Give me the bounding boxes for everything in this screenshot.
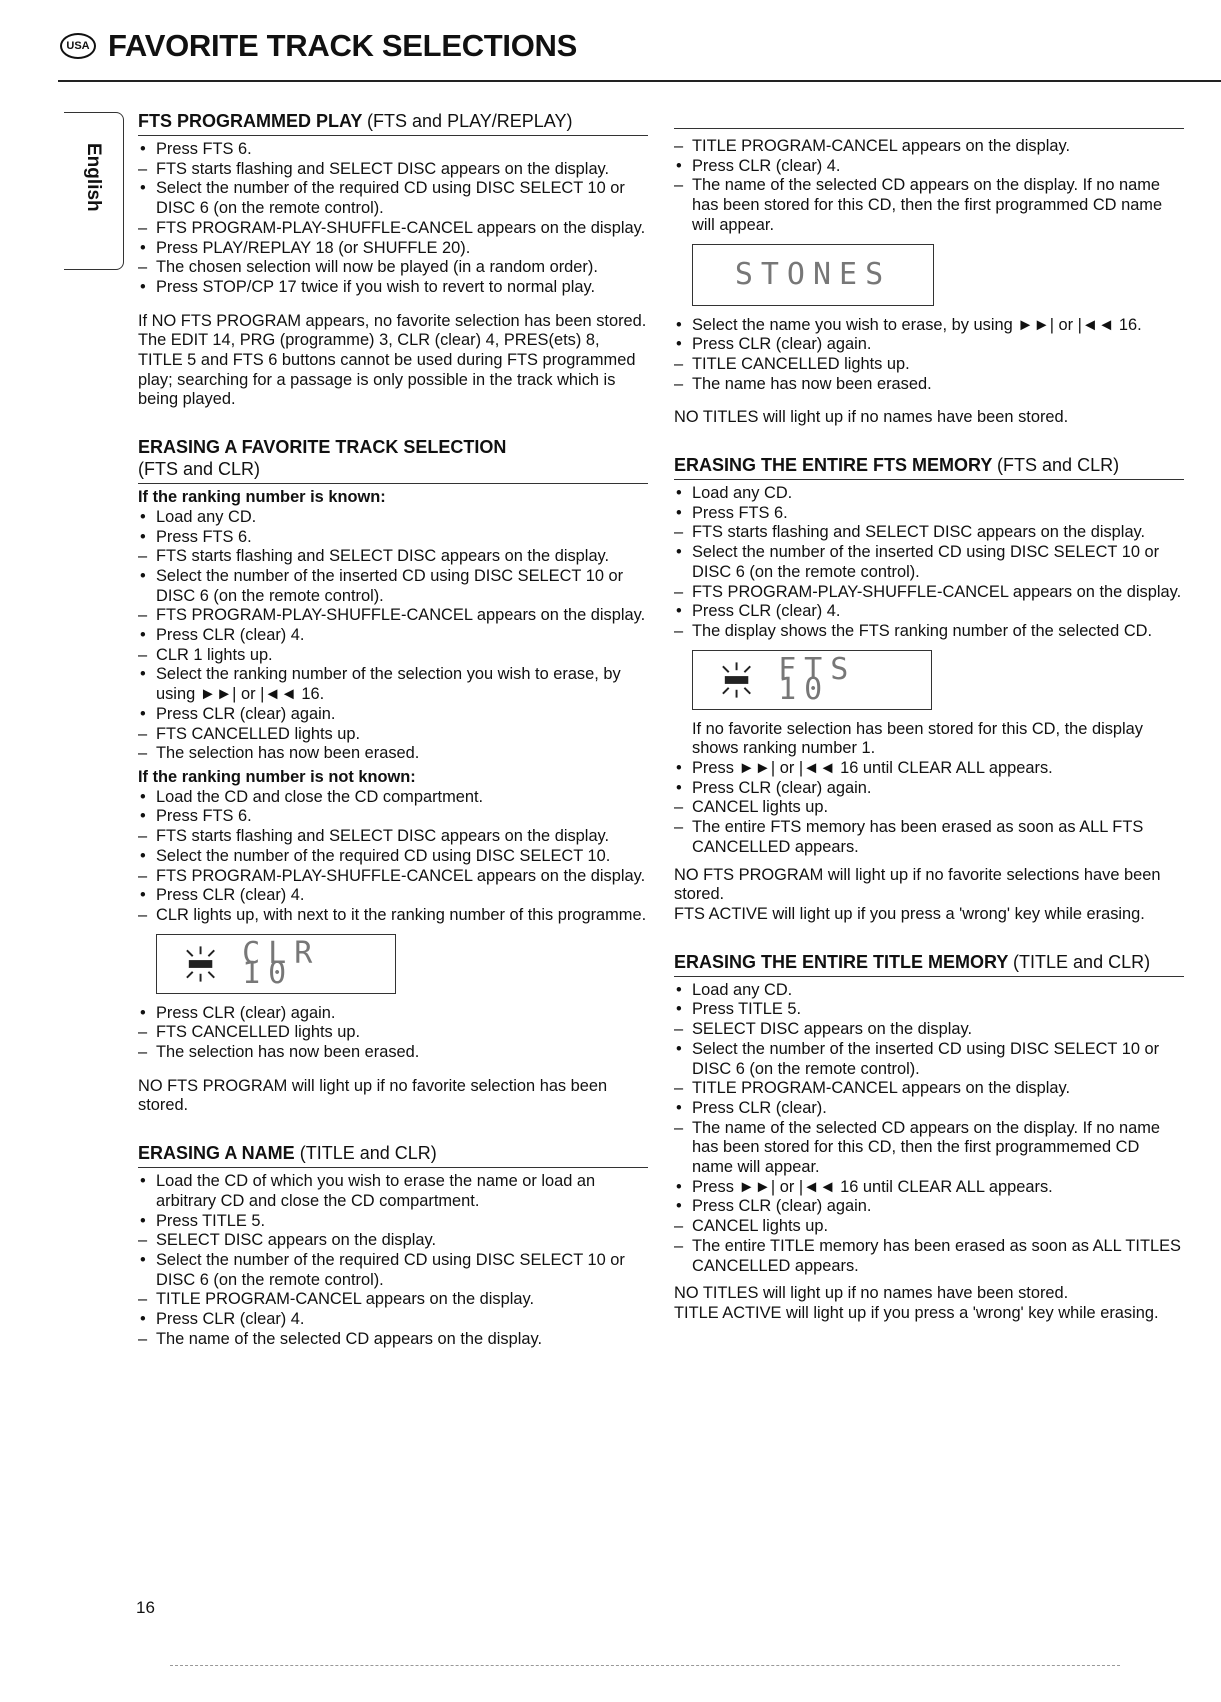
list-item: • Press FTS 6. xyxy=(138,807,648,827)
step-list xyxy=(138,788,648,926)
step-list xyxy=(674,137,1184,236)
list-item: • Select the ranking number of the selection you wish to erase, by using ►►| or |◄◄ 16. xyxy=(138,665,648,704)
list-item: – CANCEL lights up. xyxy=(674,1217,1184,1237)
list-item: • Load the CD of which you wish to erase the name or load an arbitrary CD and close the CD compartment. xyxy=(138,1172,648,1211)
lcd-display xyxy=(692,650,932,710)
list-item: – CANCEL lights up. xyxy=(674,798,1184,818)
step-list xyxy=(138,1004,648,1063)
list-item: – The selection has now been erased. xyxy=(138,1043,648,1063)
list-item: • Select the number of the inserted CD using DISC SELECT 10 or DISC 6 (on the remote control). xyxy=(674,1040,1184,1079)
list-item: • Select the number of the required CD using DISC SELECT 10. xyxy=(138,847,648,867)
list-item: • Press PLAY/REPLAY 18 (or SHUFFLE 20). xyxy=(138,239,648,259)
list-item: • Press TITLE 5. xyxy=(674,1000,1184,1020)
list-item: – FTS starts flashing and SELECT DISC appears on the display. xyxy=(138,827,648,847)
section-erasing-name-continued xyxy=(674,128,1184,428)
note-paragraph: FTS ACTIVE will light up if you press a 'wrong' key while erasing. xyxy=(674,904,1145,923)
list-item: • Select the number of the inserted CD using DISC SELECT 10 or DISC 6 (on the remote control). xyxy=(674,543,1184,582)
list-item: • Select the number of the required CD using DISC SELECT 10 or DISC 6 (on the remote control). xyxy=(138,1251,648,1290)
list-item: – The selection has now been erased. xyxy=(138,744,648,764)
section-heading: ERASING THE ENTIRE TITLE MEMORY (TITLE and CLR) xyxy=(674,951,1184,977)
step-list xyxy=(138,1172,648,1349)
list-item: – CLR 1 lights up. xyxy=(138,646,648,666)
list-item: • Load any CD. xyxy=(674,484,1184,504)
list-item: – TITLE PROGRAM-CANCEL appears on the display. xyxy=(674,137,1184,157)
list-item: – CLR lights up, with next to it the ranking number of this programme. xyxy=(138,906,648,926)
list-item: – FTS starts flashing and SELECT DISC appears on the display. xyxy=(138,547,648,567)
display-readout: CLR 10 xyxy=(242,935,321,991)
list-item: • Press FTS 6. xyxy=(138,140,648,160)
section-heading: FTS PROGRAMMED PLAY (FTS and PLAY/REPLAY) xyxy=(138,110,648,136)
list-item: – FTS PROGRAM-PLAY-SHUFFLE-CANCEL appears on the display. xyxy=(138,867,648,887)
list-item: – TITLE PROGRAM-CANCEL appears on the display. xyxy=(674,1079,1184,1099)
lcd-display xyxy=(692,244,934,306)
header-rule xyxy=(58,80,1221,82)
list-item: • Press CLR (clear) 4. xyxy=(674,602,1184,622)
list-item: • Load any CD. xyxy=(138,508,648,528)
list-item: • Press TITLE 5. xyxy=(138,1212,648,1232)
note-paragraph: NO TITLES will light up if no names have been stored. xyxy=(674,408,1069,427)
list-item: • Press STOP/CP 17 twice if you wish to revert to normal play. xyxy=(138,278,648,298)
list-item: • Press CLR (clear) again. xyxy=(138,705,648,725)
list-item: – The name of the selected CD appears on the display. If no name has been stored for this CD, then the first programmemed CD name will appear. xyxy=(674,1119,1184,1178)
list-item: – The entire FTS memory has been erased as soon as ALL FTS CANCELLED appears. xyxy=(674,818,1184,857)
list-item: – The display shows the FTS ranking number of the selected CD. xyxy=(674,622,1184,642)
step-list xyxy=(674,981,1184,1277)
language-tab xyxy=(64,112,124,270)
page-title: FAVORITE TRACK SELECTIONS xyxy=(108,28,578,63)
flashing-fts-icon xyxy=(181,944,220,984)
list-item: • Press CLR (clear) again. xyxy=(138,1004,648,1024)
list-item: • Load any CD. xyxy=(674,981,1184,1001)
list-item: – The name of the selected CD appears on the display. If no name has been stored for this CD, then the first programmed CD name will appear. xyxy=(674,176,1184,235)
list-item: – The chosen selection will now be played (in a random order). xyxy=(138,258,648,278)
page-header xyxy=(60,26,577,66)
list-item: • Press CLR (clear) again. xyxy=(674,335,1184,355)
subheading: If the ranking number is not known: xyxy=(138,767,416,786)
list-item: • Select the number of the inserted CD using DISC SELECT 10 or DISC 6 (on the remote control). xyxy=(138,567,648,606)
section-heading: ERASING A FAVORITE TRACK SELECTION (FTS and CLR) xyxy=(138,436,648,484)
list-item: – FTS PROGRAM-PLAY-SHUFFLE-CANCEL appears on the display. xyxy=(138,219,648,239)
lcd-display xyxy=(156,934,396,994)
note-paragraph: If NO FTS PROGRAM appears, no favorite selection has been stored. xyxy=(138,311,647,330)
list-item: • Press ►►| or |◄◄ 16 until CLEAR ALL appears. xyxy=(674,759,1184,779)
list-item: • Select the number of the required CD using DISC SELECT 10 or DISC 6 (on the remote control). xyxy=(138,179,648,218)
list-item: – TITLE CANCELLED lights up. xyxy=(674,355,1184,375)
list-item: – SELECT DISC appears on the display. xyxy=(138,1231,648,1251)
display-readout: STONES xyxy=(734,256,892,292)
section-erasing-fts-memory xyxy=(674,454,1184,925)
section-erasing-favorite xyxy=(138,436,648,1116)
list-item: – The name has now been erased. xyxy=(674,375,1184,395)
flashing-fts-icon xyxy=(717,660,756,700)
language-tab-label: English xyxy=(83,143,104,212)
scan-artifact-line xyxy=(170,1665,1120,1666)
section-erasing-name xyxy=(138,1142,648,1349)
subheading: If the ranking number is known: xyxy=(138,488,386,507)
step-list xyxy=(138,140,648,298)
step-list xyxy=(674,316,1184,395)
note-paragraph: NO TITLES will light up if no names have been stored. xyxy=(674,1284,1069,1303)
list-item: – FTS PROGRAM-PLAY-SHUFFLE-CANCEL appears on the display. xyxy=(674,583,1184,603)
list-item: • Press CLR (clear) 4. xyxy=(138,886,648,906)
list-item: • Load the CD and close the CD compartment. xyxy=(138,788,648,808)
note-paragraph: The EDIT 14, PRG (programme) 3, CLR (clear) 4, PRES(ets) 8, TITLE 5 and FTS 6 buttons cannot be used during FTS programmed play; searching for a passage is only possible in the track which is being played. xyxy=(138,331,636,409)
right-column xyxy=(674,128,1184,1350)
page-number: 16 xyxy=(136,1598,155,1617)
display-note: If no favorite selection has been stored for this CD, the display shows ranking number 1. xyxy=(692,719,1143,758)
step-list xyxy=(674,759,1184,858)
list-item: – FTS PROGRAM-PLAY-SHUFFLE-CANCEL appears on the display. xyxy=(138,606,648,626)
note-paragraph: NO FTS PROGRAM will light up if no favorite selection has been stored. xyxy=(138,1076,608,1115)
section-fts-programmed-play xyxy=(138,110,648,410)
list-item: • Press CLR (clear) 4. xyxy=(138,1310,648,1330)
note-paragraph: TITLE ACTIVE will light up if you press a 'wrong' key while erasing. xyxy=(674,1303,1159,1322)
step-list xyxy=(674,484,1184,642)
left-column xyxy=(138,110,648,1375)
section-heading: ERASING THE ENTIRE FTS MEMORY (FTS and CLR) xyxy=(674,454,1184,480)
list-item: – SELECT DISC appears on the display. xyxy=(674,1020,1184,1040)
step-list xyxy=(138,508,648,764)
list-item: – The name of the selected CD appears on the display. xyxy=(138,1330,648,1350)
list-item: • Press FTS 6. xyxy=(674,504,1184,524)
section-erasing-title-memory xyxy=(674,951,1184,1324)
list-item: • Select the name you wish to erase, by using ►►| or |◄◄ 16. xyxy=(674,316,1184,336)
display-readout: FTS 10 xyxy=(778,651,857,707)
list-item: • Press CLR (clear) 4. xyxy=(138,626,648,646)
list-item: • Press CLR (clear) again. xyxy=(674,1197,1184,1217)
usa-badge: USA xyxy=(60,33,96,59)
list-item: • Press CLR (clear) again. xyxy=(674,779,1184,799)
list-item: – FTS CANCELLED lights up. xyxy=(138,1023,648,1043)
list-item: – The entire TITLE memory has been erased as soon as ALL TITLES CANCELLED appears. xyxy=(674,1237,1184,1276)
section-heading: ERASING A NAME (TITLE and CLR) xyxy=(138,1142,648,1168)
list-item: • Press CLR (clear) 4. xyxy=(674,157,1184,177)
list-item: – TITLE PROGRAM-CANCEL appears on the display. xyxy=(138,1290,648,1310)
list-item: • Press ►►| or |◄◄ 16 until CLEAR ALL appears. xyxy=(674,1178,1184,1198)
note-paragraph: NO FTS PROGRAM will light up if no favorite selections have been stored. xyxy=(674,865,1161,904)
list-item: • Press FTS 6. xyxy=(138,528,648,548)
list-item: – FTS starts flashing and SELECT DISC appears on the display. xyxy=(138,160,648,180)
list-item: – FTS CANCELLED lights up. xyxy=(138,725,648,745)
list-item: • Press CLR (clear). xyxy=(674,1099,1184,1119)
list-item: – FTS starts flashing and SELECT DISC appears on the display. xyxy=(674,523,1184,543)
